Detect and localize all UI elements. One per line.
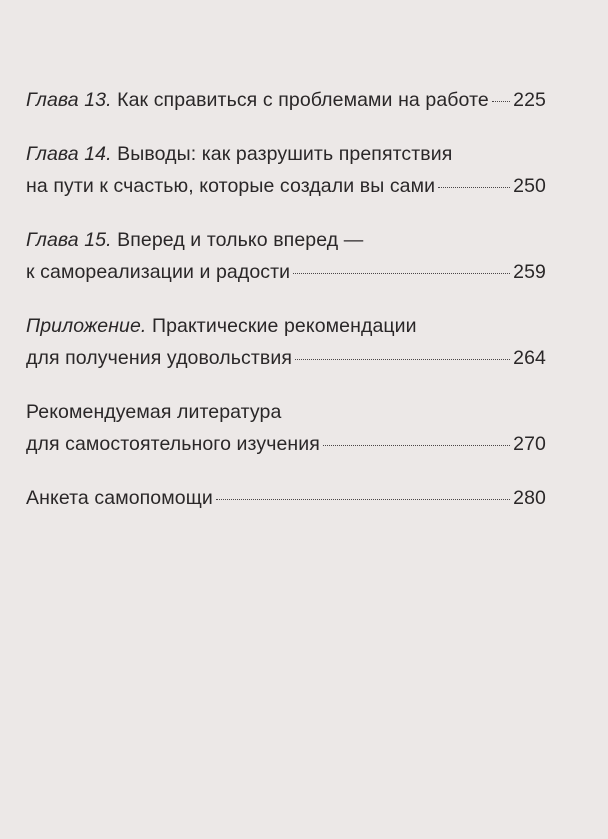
dot-leader <box>438 187 510 188</box>
toc-title-text: на пути к счастью, которые создали вы сами <box>26 175 436 197</box>
dot-leader <box>216 499 510 500</box>
toc-title-text: для получения удовольствия <box>26 347 292 369</box>
toc-entry-self-help-questionnaire <box>26 482 546 514</box>
toc-entry-chapter-15 <box>26 224 546 288</box>
toc-title-text: Как справиться с проблемами на работе <box>111 89 489 111</box>
dot-leader <box>293 273 510 274</box>
toc-line <box>26 428 546 460</box>
page-number: 280 <box>513 487 546 509</box>
toc-line <box>26 170 546 202</box>
dot-leader <box>492 101 510 102</box>
dot-leader <box>323 445 510 446</box>
toc-line <box>26 396 546 428</box>
table-of-contents <box>26 84 546 514</box>
page-number: 259 <box>513 261 546 283</box>
chapter-prefix: Глава 14. <box>26 143 112 165</box>
toc-entry-chapter-14 <box>26 138 546 202</box>
toc-line <box>26 138 546 170</box>
dot-leader <box>295 359 510 360</box>
toc-title-text: Анкета самопомощи <box>26 487 213 509</box>
chapter-prefix: Приложение. <box>26 315 147 337</box>
toc-title <box>26 84 489 116</box>
toc-title-text: для самостоятельного изучения <box>26 433 320 455</box>
toc-title-text: Практические рекомендации <box>146 315 417 337</box>
toc-entry-appendix <box>26 310 546 374</box>
page-number: 225 <box>513 89 546 111</box>
page-number: 264 <box>513 347 546 369</box>
toc-line <box>26 342 546 374</box>
toc-title-text: Вперед и только вперед — <box>111 229 364 251</box>
page-number: 250 <box>513 175 546 197</box>
toc-title-text: Выводы: как разрушить препятствия <box>111 143 453 165</box>
toc-line <box>26 256 546 288</box>
page-number: 270 <box>513 433 546 455</box>
chapter-prefix: Глава 13. <box>26 89 112 111</box>
chapter-prefix: Глава 15. <box>26 229 112 251</box>
toc-title-text: к самореализации и радости <box>26 261 291 283</box>
toc-line <box>26 310 546 342</box>
toc-line <box>26 224 546 256</box>
toc-entry-chapter-13 <box>26 84 546 116</box>
toc-line <box>26 84 546 116</box>
toc-line <box>26 482 546 514</box>
toc-title-text: Рекомендуемая литература <box>26 401 282 423</box>
toc-entry-recommended-reading <box>26 396 546 460</box>
